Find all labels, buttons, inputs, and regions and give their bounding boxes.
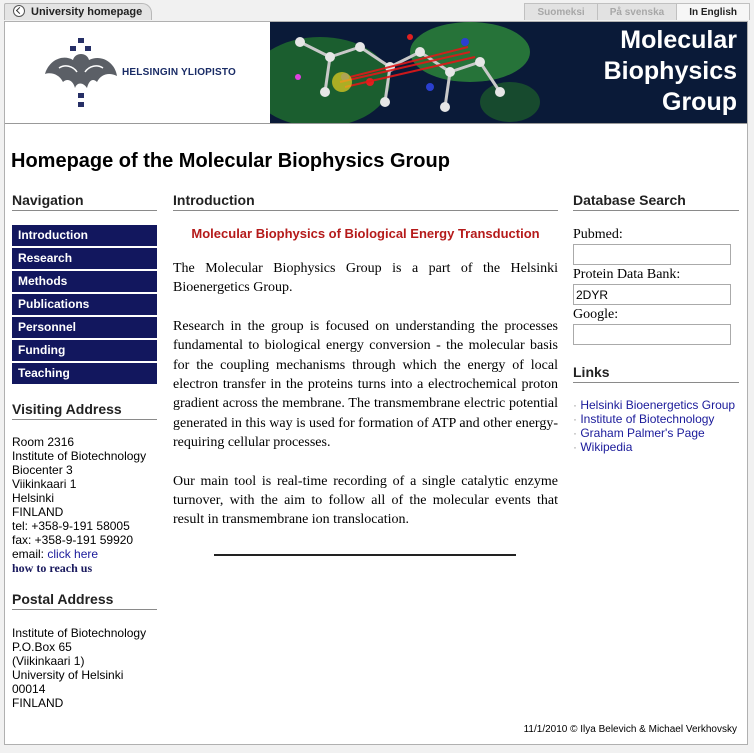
link-wikipedia[interactable]: Wikipedia: [580, 440, 633, 454]
banner-molecule-image: [270, 22, 747, 123]
how-to-reach-us-link[interactable]: how to reach us: [12, 561, 93, 575]
postal-address-line: FINLAND: [12, 696, 64, 710]
visiting-address-line: FINLAND: [12, 505, 64, 519]
introduction-section: [173, 191, 558, 549]
list-item: · Wikipedia: [573, 440, 633, 454]
tab-pa-svenska[interactable]: På svenska: [597, 3, 678, 20]
banner-divider: [5, 123, 747, 124]
link-helsinki-bioenergetics-group[interactable]: Helsinki Bioenergetics Group: [580, 398, 736, 412]
banner: [5, 22, 747, 123]
postal-address: [12, 626, 146, 710]
postal-address-line: P.O.Box 65: [12, 640, 72, 654]
university-logo-icon[interactable]: [39, 38, 121, 108]
link-graham-palmers-page[interactable]: Graham Palmer's Page: [580, 426, 705, 440]
introduction-paragraph: Research in the group is focused on understanding the processes fundamental to biological energy conversion - the molecular basis for the coupling mechanisms through which the energy of local electron transfer in the proteins turns into a electrochemical proton gradient across the membrane. The transmembrane electric potential generated in this way is used for formation of ATP and other energy-requiring cellular processes.: [173, 318, 558, 451]
navigation-heading: Navigation: [12, 192, 157, 211]
protein-data-bank-label: Protein Data Bank:: [573, 267, 681, 282]
nav-item-publications[interactable]: Publications: [12, 294, 157, 315]
postal-address-line: (Viikinkaari 1): [12, 654, 85, 668]
university-homepage-tab[interactable]: [4, 3, 152, 20]
tab-suomeksi[interactable]: Suomeksi: [524, 3, 597, 20]
links-list: [573, 398, 739, 454]
nav-item-funding[interactable]: Funding: [12, 340, 157, 361]
visiting-address: [12, 435, 146, 575]
list-item: · Graham Palmer's Page: [573, 426, 705, 440]
banner-title-line-1: Molecular: [620, 26, 737, 54]
links-heading: Links: [573, 364, 739, 383]
list-item: · Institute of Biotechnology: [573, 412, 715, 426]
visiting-address-line: Biocenter 3: [12, 463, 73, 477]
visiting-address-heading: Visiting Address: [12, 401, 157, 420]
google-label: Google:: [573, 307, 619, 322]
introduction-paragraph: Our main tool is real-time recording of a single catalytic enzyme turnover, with the aim to follow all of the molecular events that result in transmembrane ion translocation.: [173, 473, 558, 528]
introduction-paragraph: The Molecular Biophysics Group is a part of the Helsinki Bioenergetics Group.: [173, 261, 558, 296]
introduction-subtitle: Molecular Biophysics of Biological Energy Transduction: [191, 226, 540, 241]
language-tabs: [525, 3, 750, 20]
nav-item-methods[interactable]: Methods: [12, 271, 157, 292]
email-row: [12, 547, 146, 561]
navigation-menu: [12, 225, 157, 386]
email-link[interactable]: click here: [47, 547, 99, 561]
nav-item-teaching[interactable]: Teaching: [12, 363, 157, 384]
postal-address-heading: Postal Address: [12, 591, 157, 610]
protein-data-bank-input[interactable]: [573, 284, 731, 305]
footer-copyright: 11/1/2010 © Ilya Belevich & Michael Verkhovsky: [523, 724, 737, 735]
postal-address-line: University of Helsinki: [12, 668, 124, 682]
university-logo-text: HELSINGIN YLIOPISTO: [122, 67, 237, 78]
page-title: Homepage of the Molecular Biophysics Group: [11, 150, 450, 172]
list-item: · Helsinki Bioenergetics Group: [573, 398, 736, 412]
email-label: email:: [12, 547, 45, 561]
nav-item-personnel[interactable]: Personnel: [12, 317, 157, 338]
tab-in-english[interactable]: In English: [676, 3, 750, 20]
banner-title-line-2: Biophysics: [603, 57, 737, 85]
visiting-address-fax: fax: +358-9-191 59920: [12, 533, 134, 547]
introduction-heading: Introduction: [173, 192, 558, 211]
back-arrow-icon: [13, 5, 25, 17]
nav-item-introduction[interactable]: Introduction: [12, 225, 157, 246]
postal-address-line: 00014: [12, 682, 46, 696]
visiting-address-line: Viikinkaari 1: [12, 477, 77, 491]
postal-address-line: Institute of Biotechnology: [12, 626, 147, 640]
visiting-address-line: Helsinki: [12, 491, 55, 505]
visiting-address-line: Room 2316: [12, 435, 75, 449]
database-search-heading: Database Search: [573, 192, 739, 211]
page-frame: [4, 21, 748, 745]
banner-title-line-3: Group: [662, 88, 737, 116]
pubmed-label: Pubmed:: [573, 227, 623, 242]
university-homepage-label: University homepage: [31, 6, 143, 18]
visiting-address-tel: tel: +358-9-191 58005: [12, 519, 130, 533]
nav-item-research[interactable]: Research: [12, 248, 157, 269]
pubmed-search-input[interactable]: [573, 244, 731, 265]
top-tab-bar: [0, 0, 754, 21]
visiting-address-line: Institute of Biotechnology: [12, 449, 147, 463]
google-search-input[interactable]: [573, 324, 731, 345]
banner-title: [604, 25, 737, 118]
database-search-form: [573, 227, 739, 347]
link-institute-of-biotechnology[interactable]: Institute of Biotechnology: [580, 412, 715, 426]
content-divider: [214, 554, 516, 556]
